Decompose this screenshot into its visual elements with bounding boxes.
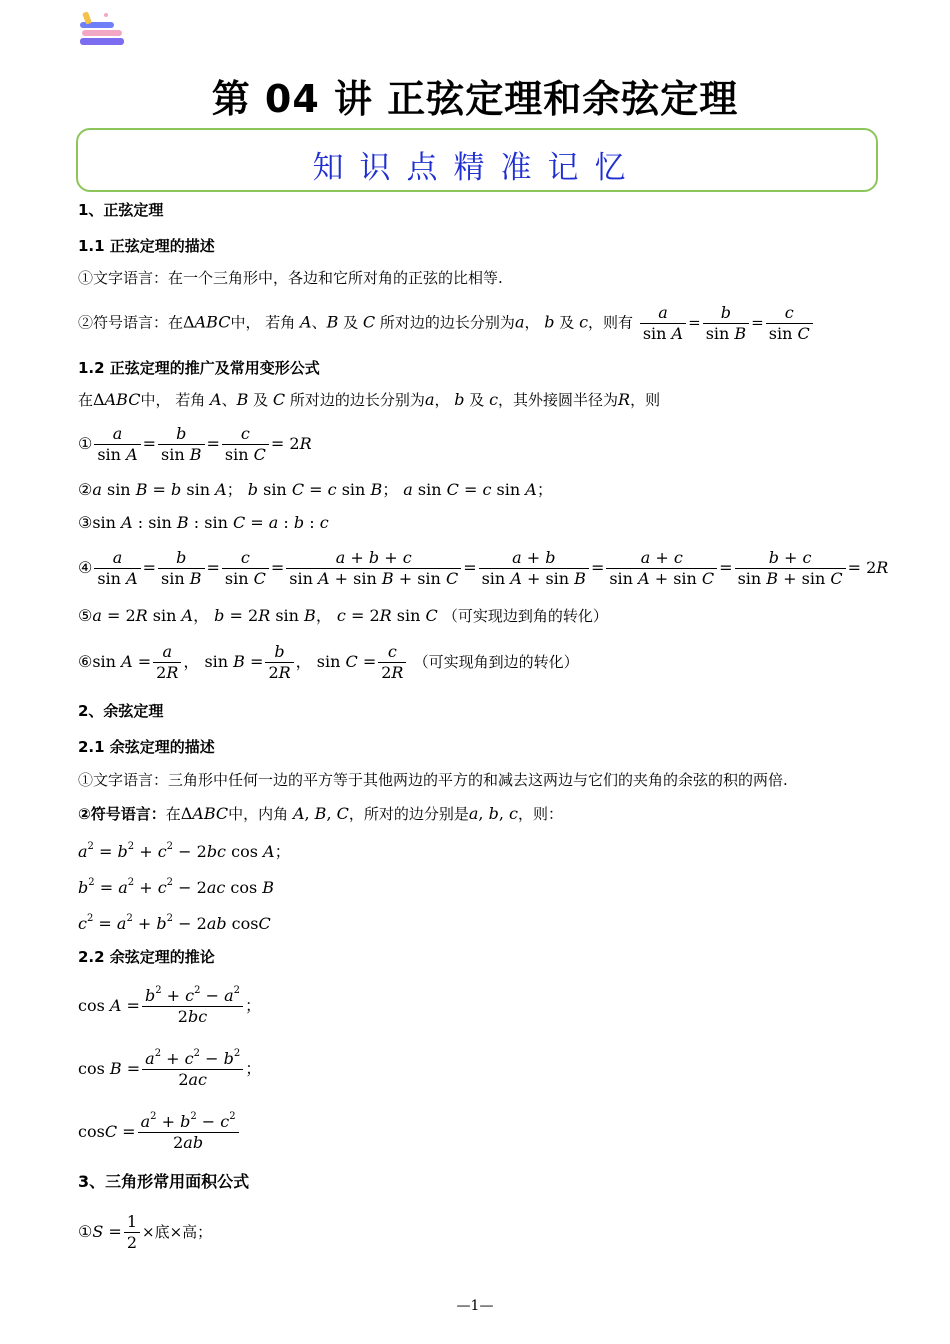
section-1-heading: 1、正弦定理 [78, 201, 164, 219]
label-text: 所对边的边长分别为 [289, 391, 425, 409]
formula-2: ②a sin B = b sin A； b sin C = c sin B； a sin C = c sin A； [78, 480, 553, 499]
section-2-2-heading: 2.2 余弦定理的推论 [78, 948, 215, 966]
area-formula-1: ①S = $\frac{1}{2}$ ×底×高； [78, 1212, 213, 1252]
label-text: ，所对的边分别是 [348, 805, 469, 823]
formula-5: ⑤a = 2R sin A， b = 2R sin B， c = 2R sin C （可实现边到角的转化） [78, 606, 608, 625]
section-2-heading: 2、余弦定理 [78, 702, 164, 720]
page-title: 第 04 讲 正弦定理和余弦定理 [211, 77, 739, 121]
section-1-2-heading: 1.2 正弦定理的推广及常用变形公式 [78, 359, 320, 377]
cosine-corollary-b: cos B = $\frac{a^2 + c^2 - b^2}{2ac}$ ； [78, 1048, 262, 1089]
cosine-corollary-a: cos A = $\frac{b^2 + c^2 - a^2}{2bc}$ ； [78, 985, 262, 1026]
note-text: （可实现角到边的转化） [413, 653, 579, 671]
cosine-formula-b: $b^2 = a^2 + c^2 - 2ac$ cos B [78, 877, 275, 897]
label-text: ②符号语言： [78, 805, 166, 823]
label-text: ，则 [630, 391, 661, 409]
label-text: ，其外接圆半径为 [498, 391, 619, 409]
formula-3: ③sin A : sin B : sin C = a : b : c [78, 513, 329, 532]
cosine-law-text-description: ①文字语言：三角形中任何一边的平方等于其他两边的平方的和减去这两边与它们的夹角的余弦的积的两倍. [78, 771, 788, 789]
label-text: ，则： [517, 805, 563, 823]
formula-4: ④ $\frac{a}{\text{sin A}}$ = $\frac{b}{\text{sin B}}$ = $\frac{c}{\text{sin C}}$ = $\frac{a + b + c}{\text{sin A + sin B + sin C}}$ = $\frac{a + b}{\text{sin A + sin B}}$ = $\frac{a + c}{\text{sin A + sin C}}$ = $\frac{b + c}{\text{sin B + sin C}}$ = 2R [78, 548, 889, 588]
section-1-1-heading: 1.1 正弦定理的描述 [78, 237, 215, 255]
formula-6: ⑥sin A = $\frac{a}{2R}$ ， sin B = $\frac{b}{2R}$ ， sin C = $\frac{c}{2R}$ （可实现角到边的转化） [78, 642, 579, 682]
label-text: 在 [78, 391, 94, 409]
note-text: （可实现边到角的转化） [442, 607, 608, 625]
label-text: ②符号语言：在 [78, 313, 184, 332]
label-text: 在 [165, 805, 181, 823]
section-3-heading: 3、三角形常用面积公式 [78, 1172, 250, 1191]
label-text: ，则有 [588, 313, 634, 332]
page-number: —1— [456, 1298, 494, 1314]
label-text: 中， 若角 [230, 313, 296, 332]
label-text: 所对边的边长分别为 [379, 313, 515, 332]
section-2-1-heading: 2.1 余弦定理的描述 [78, 738, 215, 756]
cosine-formula-c: $c^2 = a^2 + b^2 - 2ab$ cosC [78, 913, 271, 933]
section-banner [76, 128, 878, 192]
cosine-law-symbolic: ②符号语言：在ΔABC中，内角 A, B, C，所对的边分别是a, b, c，则： [78, 804, 563, 823]
area-formula-text: ×底×高； [142, 1223, 213, 1241]
sine-law-text-description: ①文字语言：在一个三角形中，各边和它所对角的正弦的比相等. [78, 269, 503, 287]
section-banner-text: 知识点精准记忆 [312, 150, 642, 186]
label-text: 中，内角 [228, 805, 289, 823]
label-text: 中， 若角 [140, 391, 206, 409]
cosine-corollary-c: cosC = $\frac{a^2 + b^2 - c^2}{2ab}$ [78, 1112, 241, 1153]
sine-law-intro: 在ΔABC中， 若角 A、B 及 C 所对边的边长分别为a， b 及 c，其外接圆半径为R，则 [78, 390, 661, 409]
cosine-formula-a: $a^2 = b^2 + c^2 - 2bc$ cos A； [78, 841, 291, 861]
sine-law-symbolic: ②符号语言：在ΔABC中， 若角 A、B 及 C 所对边的边长分别为a， b 及 c，则有 $\frac{a}{\text{sin A}}$ = $\frac{b}{\text{sin B}}$ = $\frac{c}{\text{sin C}}$ [78, 303, 815, 344]
books-logo-icon [78, 8, 128, 50]
formula-1: ① $\frac{a}{\text{sin A}}$ = $\frac{b}{\text{sin B}}$ = $\frac{c}{\text{sin C}}$ = 2R [78, 424, 312, 464]
